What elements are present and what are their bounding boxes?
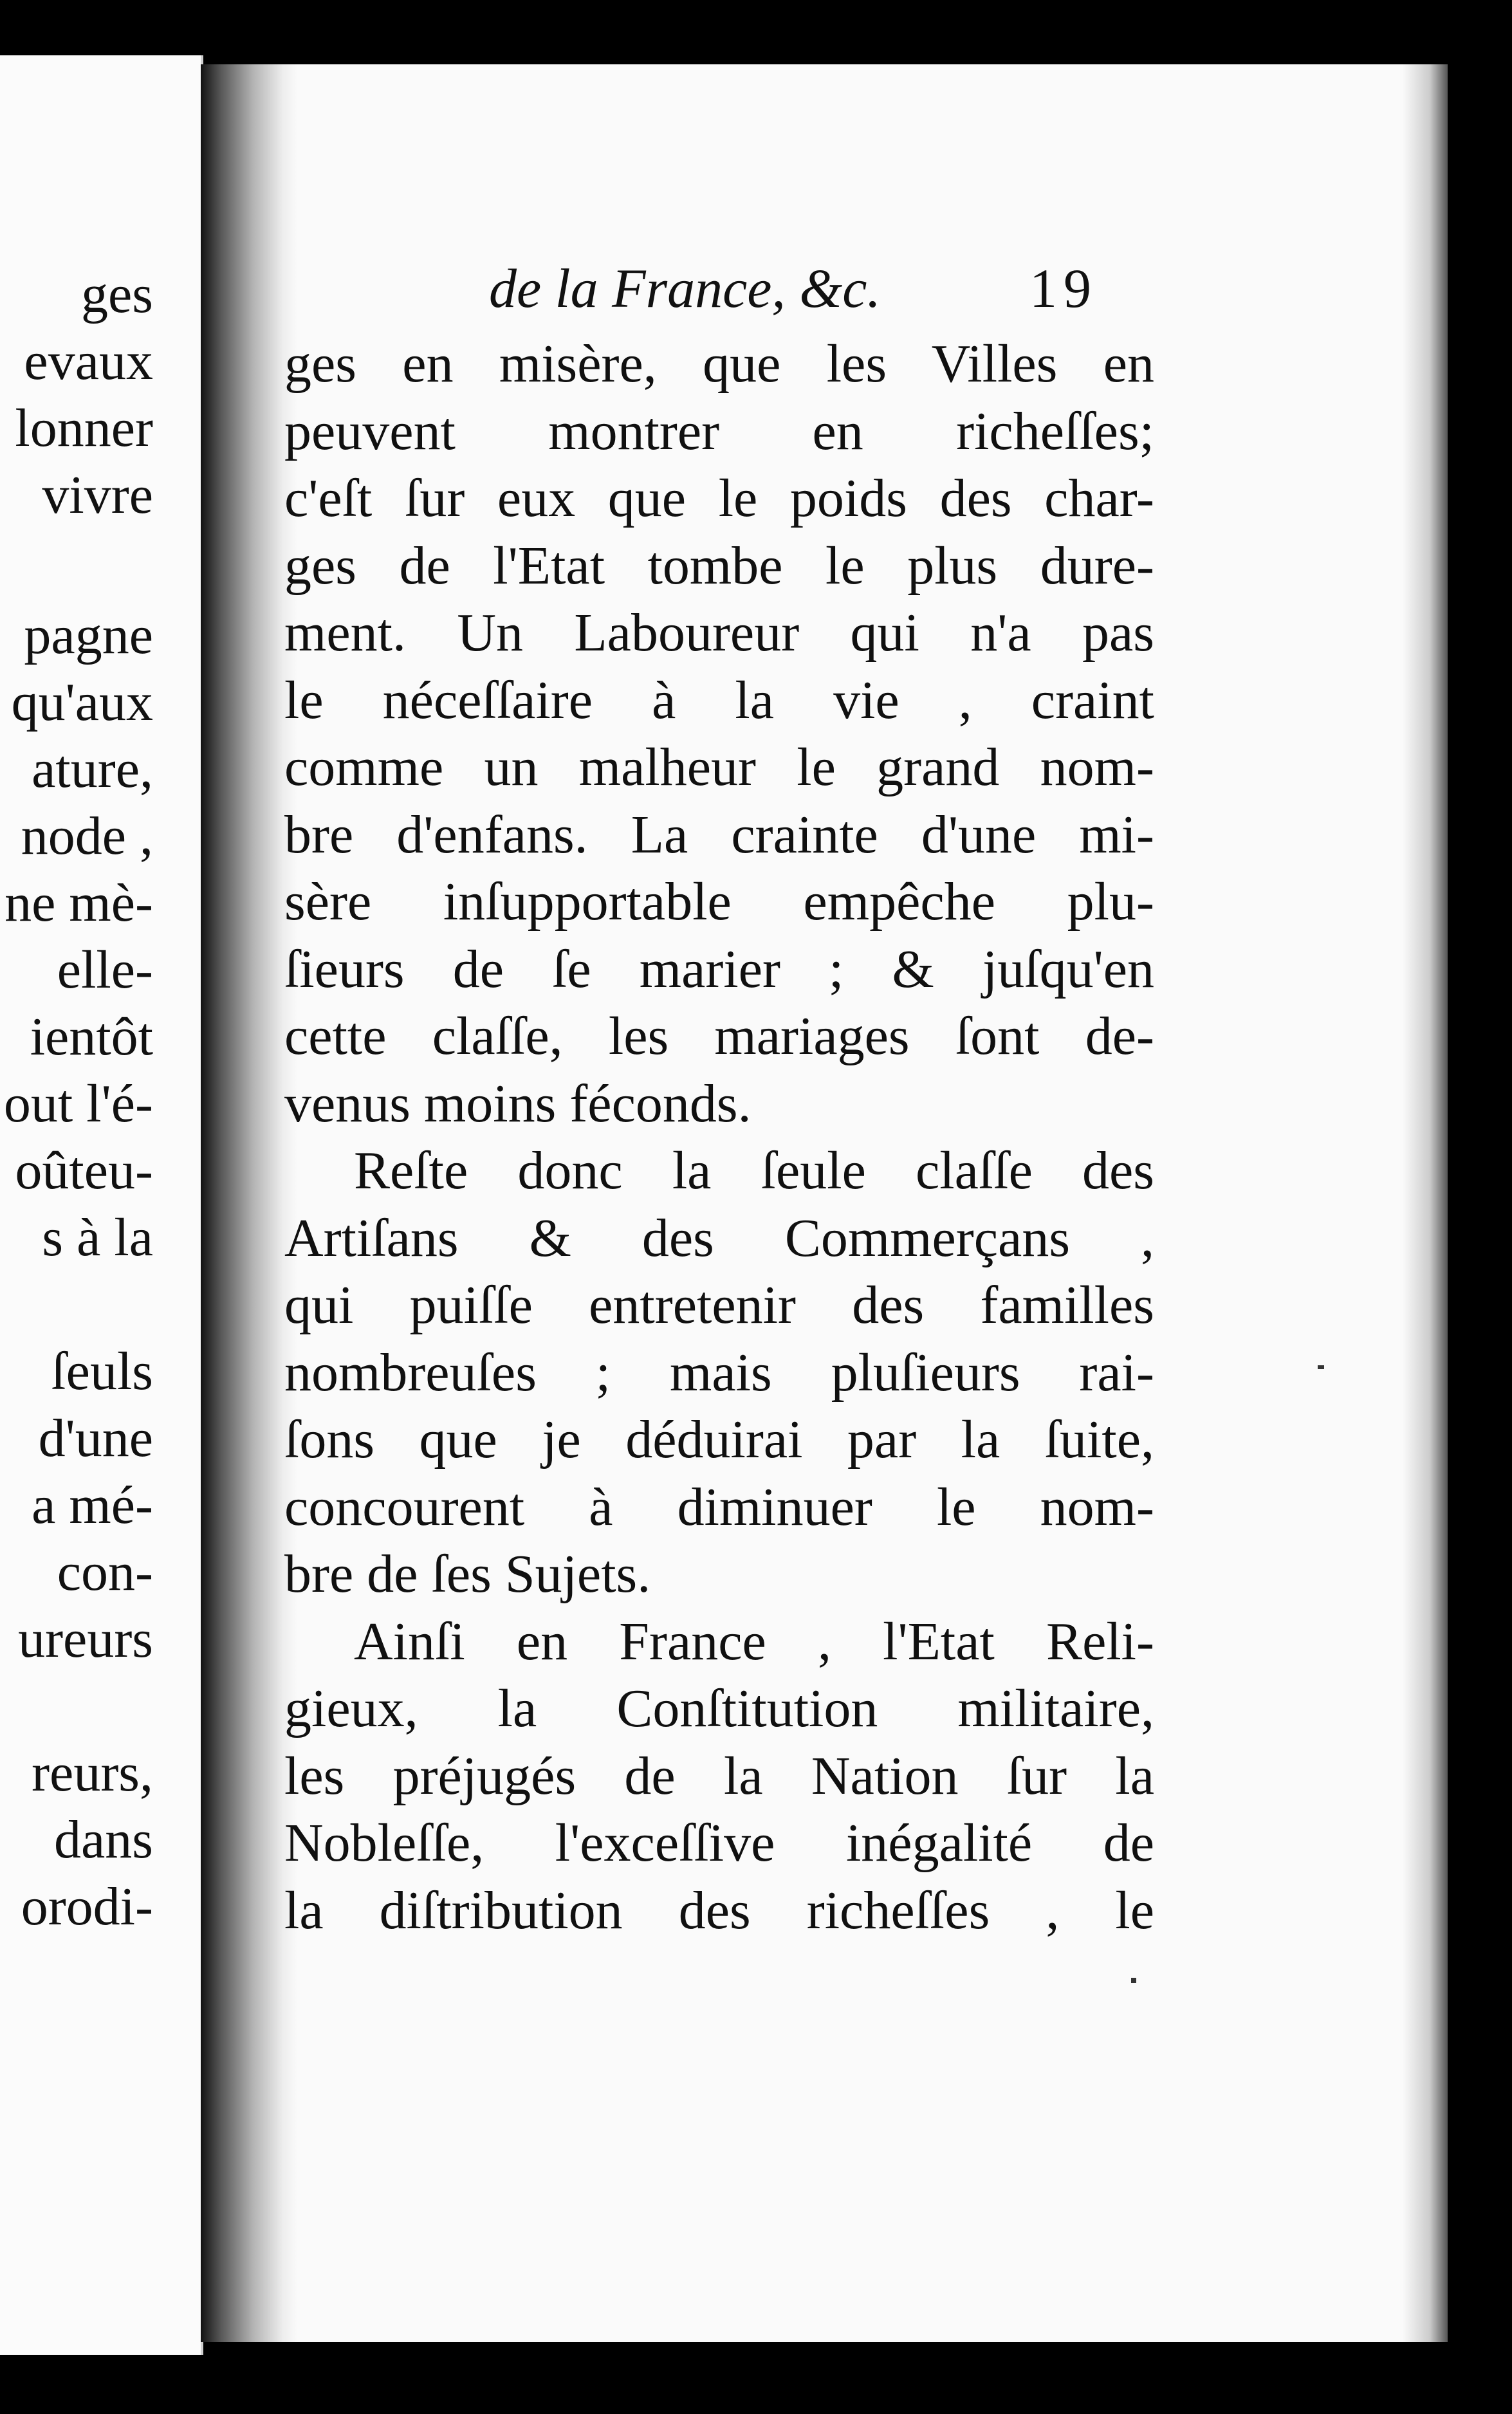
left-page-fragment: d'une [38,1408,153,1468]
text-line: les préjugés de la Nation ſur la [284,1746,1154,1806]
text-line: venus moins féconds. [284,1073,751,1134]
left-page-fragment: oûteu- [15,1141,153,1201]
text-line: la diſtribution des richeſſes , le [284,1880,1154,1940]
text-line: ment. Un Laboureur qui n'a pas [284,603,1154,663]
text-line: qui puiſſe entretenir des familles [284,1275,1154,1335]
left-page-fragment: node , [21,806,153,866]
text-line: peuvent montrer en richeſſes; [284,401,1154,461]
text-line: comme un malheur le grand nom- [284,737,1154,797]
left-page-fragment: evaux [24,331,153,391]
text-line-paragraph-start: Ainſi en France , l'Etat Reli- [354,1611,1154,1672]
text-line-paragraph-start: Reſte donc la ſeule claſſe des [354,1141,1154,1201]
text-line: cette claſſe, les mariages ſont de- [284,1006,1154,1066]
text-line: gieux, la Conſtitution militaire, [284,1679,1154,1738]
left-page-fragment: a mé- [32,1475,153,1535]
text-line: sère inſupportable empêche plu- [284,872,1154,932]
left-page-fragment: s à la [42,1208,153,1267]
left-page-fragment: ſeuls [51,1341,153,1401]
text-line: ſieurs de ſe marier ; & juſqu'en [284,939,1154,999]
left-page-fragment: reurs, [32,1743,153,1803]
page-edge-shadow [1403,64,1448,2342]
ink-speck [1318,1365,1324,1369]
left-page-fragment: con- [57,1542,153,1602]
left-page-fragment: elle- [57,940,153,1000]
left-page-fragment: ges [81,264,153,324]
body-text [284,331,1154,1944]
text-line: Artiſans & des Commerçans , [284,1208,1154,1268]
left-page-fragment: dans [54,1810,153,1870]
text-line: bre de ſes Sujets. [284,1544,651,1604]
text-line: concourent à diminuer le nom- [284,1477,1154,1537]
left-page-fragment: ne mè- [5,873,153,933]
text-line: le néceſſaire à la vie , craint [284,670,1154,730]
text-line: ges en misère, que les Villes en [284,334,1154,394]
text-line: ſons que je déduirai par la ſuite, [284,1410,1154,1470]
left-facing-page [0,55,203,2355]
left-page-fragment: ientôt [30,1007,153,1067]
left-page-fragment: ureurs [18,1609,153,1669]
left-page-fragment: qu'aux [11,672,153,732]
left-page-fragment: orodi- [21,1877,153,1937]
text-line: bre d'enfans. La crainte d'une mi- [284,804,1154,865]
left-page-fragment: vivre [42,465,153,525]
text-line: Nobleſſe, l'exceſſive inégalité de [284,1813,1154,1873]
running-head: de la France, &c. [489,257,881,319]
left-page-fragment: out l'é- [3,1074,153,1134]
text-line: ges de l'Etat tombe le plus dure- [284,535,1154,596]
text-line: nombreuſes ; mais pluſieurs rai- [284,1342,1154,1403]
left-page-fragment: lonner [15,398,153,458]
text-line: c'eſt ſur eux que le poids des char- [284,468,1154,528]
left-page-fragment: pagne [24,605,153,665]
ink-speck [1131,1978,1136,1983]
left-page-fragment: ature, [32,739,153,799]
book-gutter-shadow [201,64,297,2342]
page-number: 19 [1029,257,1098,319]
